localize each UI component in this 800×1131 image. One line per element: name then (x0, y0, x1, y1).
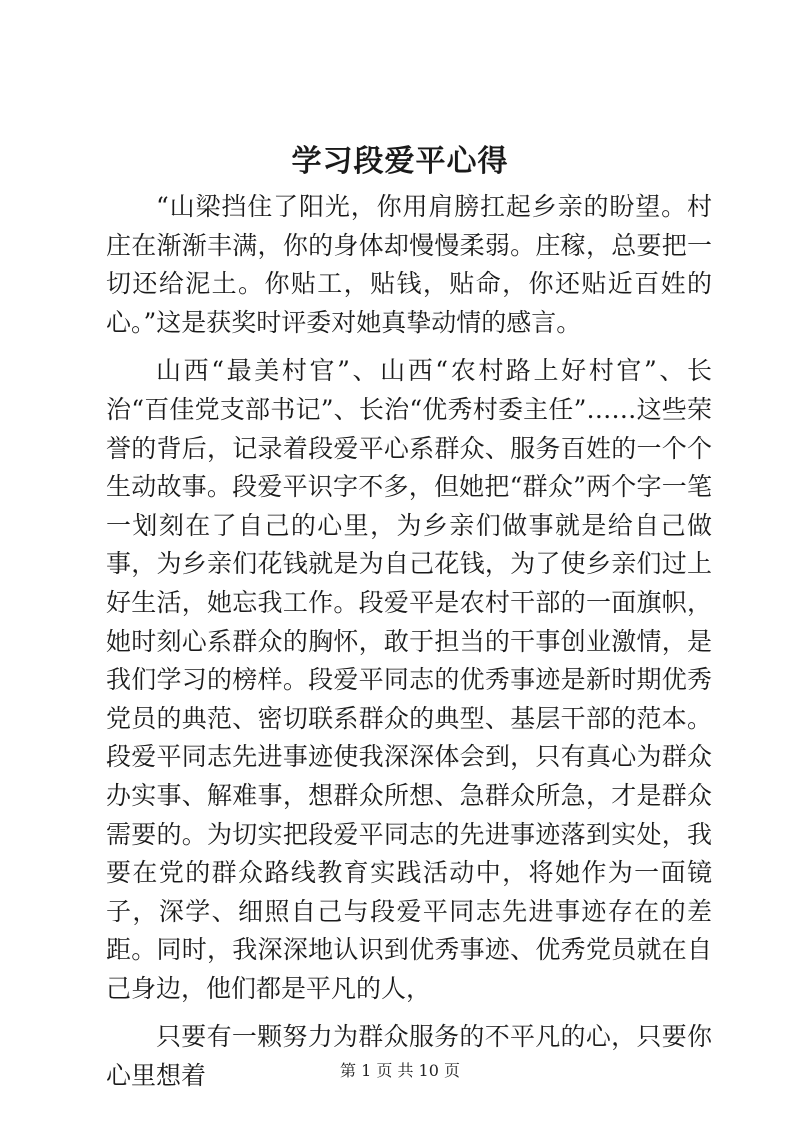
paragraph-quote: “山梁挡住了阳光，你用肩膀扛起乡亲的盼望。村庄在渐渐丰满，你的身体却慢慢柔弱。庄稼，总要把一切还给泥土。你贴工，贴钱，贴命，你还贴近百姓的心。”这是获奖时评委对她真挚动情的感言。 (106, 192, 712, 337)
document-title: 学习段爱平心得 (291, 144, 509, 179)
paragraph-honors: 山西“最美村官”、山西“农村路上好村官”、长治“百佳党支部书记”、长治“优秀村委主任”……这些荣誉的背后，记录着段爱平心系群众、服务百姓的一个个生动故事。段爱平识字不多，但她把“群众”两个字一笔一划刻在了自己的心里，为乡亲们做事就是给自己做事，为乡亲们花钱就是为自己花钱，为了使乡亲们过上好生活，她忘我工作。段爱平是农村干部的一面旗帜，她时刻心系群众的胸怀，敢于担当的干事创业激情，是我们学习的榜样。段爱平同志的优秀事迹是新时期优秀党员的典范、密切联系群众的典型、基层干部的范本。段爱平同志先进事迹使我深深体会到，只有真心为群众办实事、解难事，想群众所想、急群众所急，才是群众需要的。为切实把段爱平同志的先进事迹落到实处，我要在党的群众路线教育实践活动中，将她作为一面镜子，深学、细照自己与段爱平同志先进事迹存在的差距。同时，我深深地认识到优秀事迹、优秀党员就在自己身边，他们都是平凡的人， (106, 356, 712, 1003)
page-number-footer: 第 1 页 共 10 页 (340, 1061, 460, 1080)
paragraph-continuation: 只要有一颗努力为群众服务的不平凡的心，只要你心里想着 (106, 1022, 712, 1091)
document-body (106, 188, 712, 1096)
